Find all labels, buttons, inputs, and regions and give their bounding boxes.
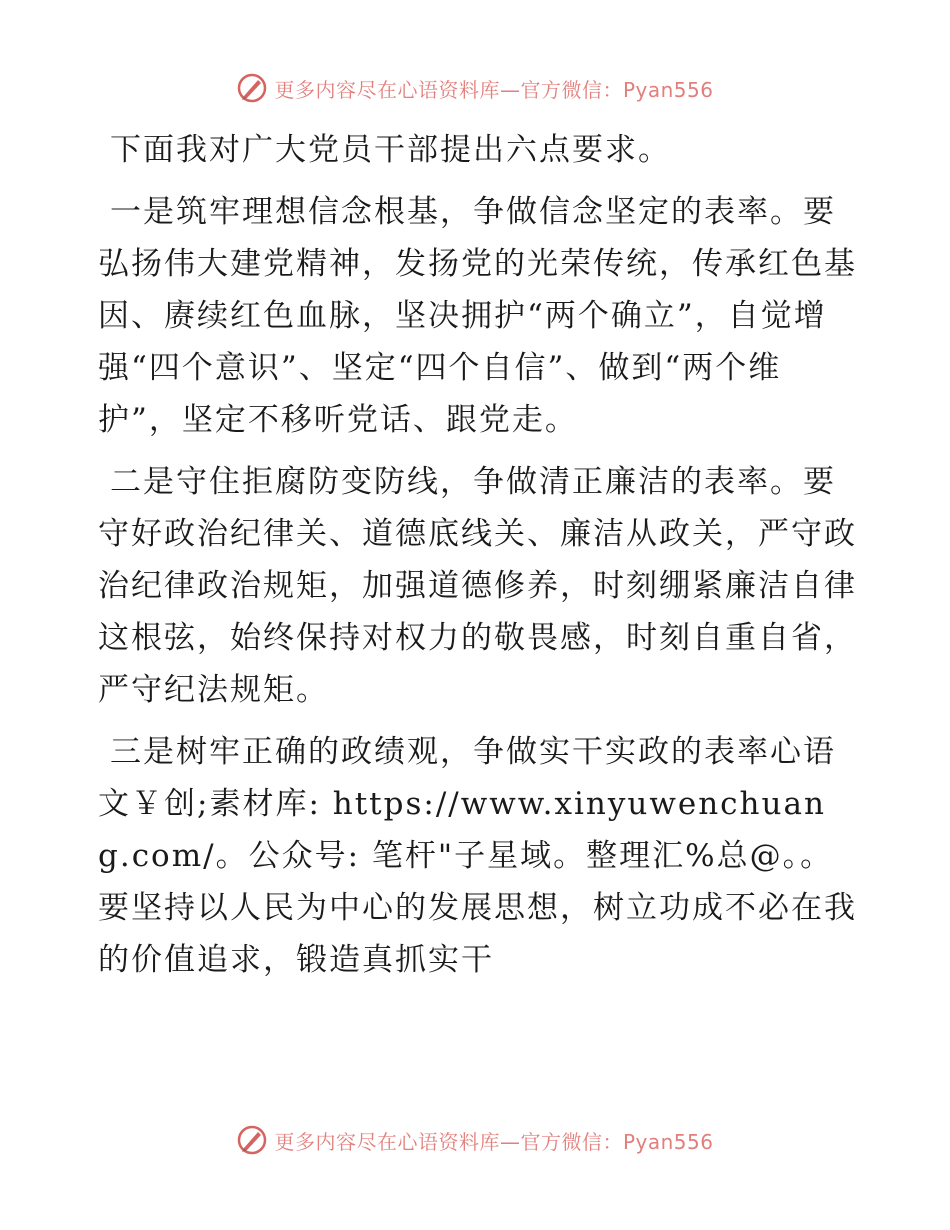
header-watermark xyxy=(0,72,950,104)
paragraph-requirement-2: 二是守住拒腐防变防线，争做清正廉洁的表率。要守好政治纪律关、道德底线关、廉洁从政关，严守政治纪律政治规矩，加强道德修养，时刻绷紧廉洁自律这根弦，始终保持对权力的敬畏感，时刻自重自省，严守纪法规矩。 xyxy=(98,464,857,708)
footer-watermark xyxy=(0,1124,950,1156)
header-watermark-text: 更多内容尽在心语资料库—官方微信：Pyan556 xyxy=(274,77,714,102)
paragraph-requirement-1: 一是筑牢理想信念根基，争做信念坚定的表率。要弘扬伟大建党精神，发扬党的光荣传统，传承红色基因、赓续红色血脉，坚决拥护“两个确立”，自觉增强“四个意识”、坚定“四个自信”、做到“两个维护”，坚定不移听党话、跟党走。 xyxy=(98,194,857,438)
paragraph-requirement-3: 三是树牢正确的政绩观，争做实干实政的表率心语文￥创;素材库: https://www.xinyuwenchuang.com/。公众号: 笔杆"子星域。整理汇%总@。。要坚持以人民为中心的发展思想，树立功成不必在我的价值追求，锻造真抓实干 xyxy=(98,734,857,978)
pen-logo-icon xyxy=(236,1124,268,1156)
document-body xyxy=(98,124,858,996)
paragraph-intro: 下面我对广大党员干部提出六点要求。 xyxy=(110,132,671,168)
pen-logo-icon xyxy=(236,72,268,104)
footer-watermark-text: 更多内容尽在心语资料库—官方微信：Pyan556 xyxy=(274,1129,714,1154)
